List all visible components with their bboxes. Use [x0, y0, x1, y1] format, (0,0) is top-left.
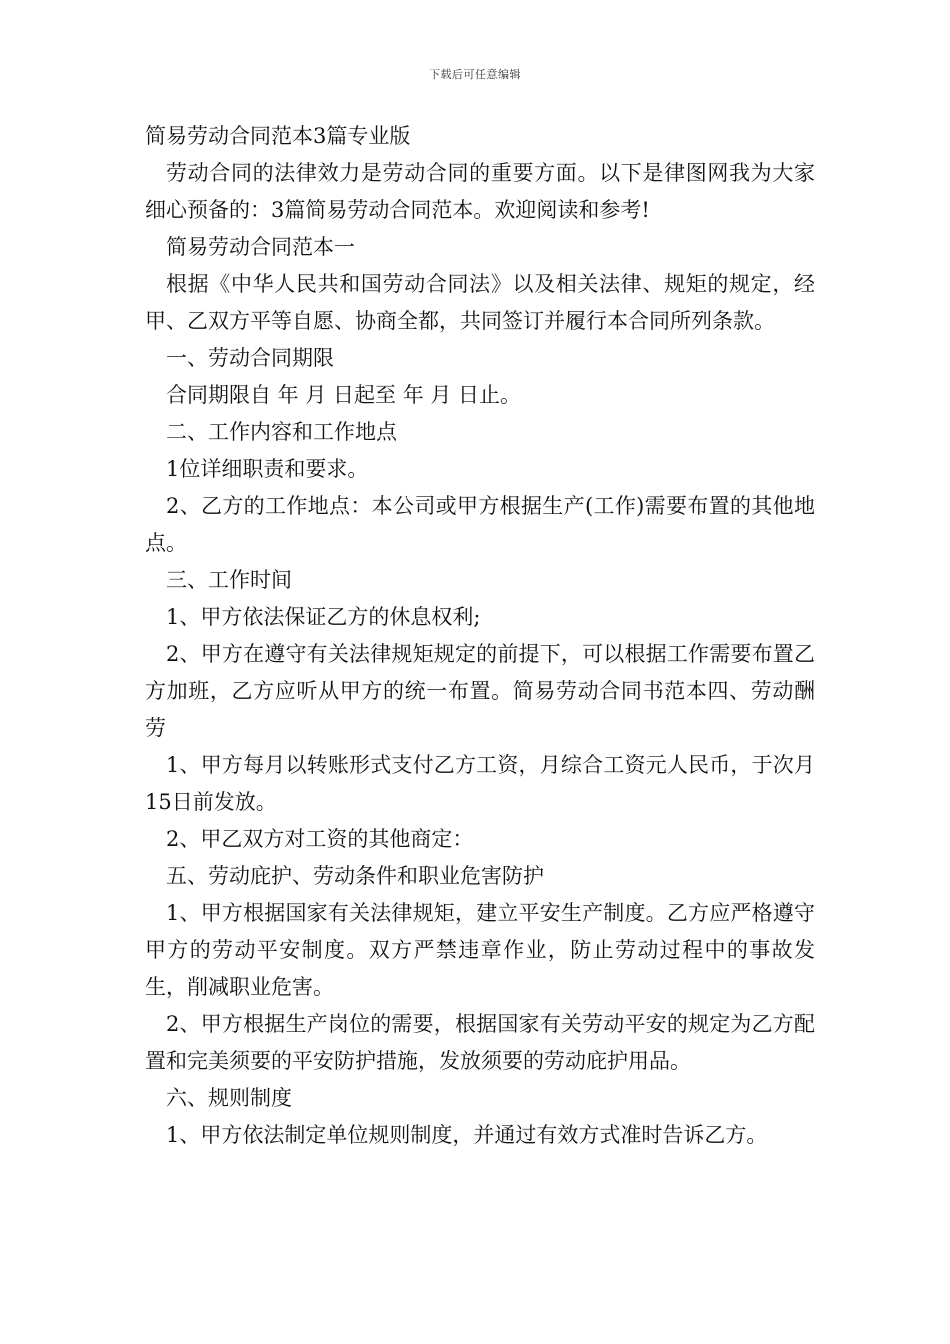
clause-heading-contract-term: 一、劳动合同期限	[166, 346, 334, 370]
clause-heading-rules: 六、规则制度	[166, 1086, 292, 1110]
clause-heading-work-content: 二、工作内容和工作地点	[166, 420, 397, 444]
intro-paragraph: 劳动合同的法律效力是劳动合同的重要方面。以下是律图网我为大家细心预备的：3篇简易劳动合同范本。欢迎阅读和参考!	[145, 161, 815, 222]
clause-rules-notice: 1、甲方依法制定单位规则制度，并通过有效方式准时告诉乙方。	[166, 1123, 768, 1147]
clause-work-location: 2、乙方的工作地点：本公司或甲方根据生产(工作)需要布置的其他地点。	[145, 494, 815, 555]
clause-overtime: 2、甲方在遵守有关法律规矩规定的前提下，可以根据工作需要布置乙方加班，乙方应听从甲方的统一布置。简易劳动合同书范本四、劳动酬劳	[145, 642, 815, 740]
clause-heading-labor-protection: 五、劳动庇护、劳动条件和职业危害防护	[166, 864, 544, 888]
page-header-note: 下载后可任意编辑	[429, 68, 521, 81]
document-body	[145, 118, 815, 1154]
clause-safety-system: 1、甲方根据国家有关法律规矩，建立平安生产制度。乙方应严格遵守甲方的劳动平安制度。双方严禁违章作业，防止劳动过程中的事故发生，削减职业危害。	[145, 901, 815, 999]
clause-work-duties: 1位详细职责和要求。	[166, 457, 369, 481]
clause-salary-payment: 1、甲方每月以转账形式支付乙方工资，月综合工资元人民币，于次月15日前发放。	[145, 753, 815, 814]
clause-salary-other: 2、甲乙双方对工资的其他商定：	[166, 827, 474, 851]
preamble-paragraph: 根据《中华人民共和国劳动合同法》以及相关法律、规矩的规定，经甲、乙双方平等自愿、协商全都，共同签订并履行本合同所列条款。	[145, 272, 815, 333]
clause-rest-rights: 1、甲方依法保证乙方的休息权利;	[166, 605, 481, 629]
document-title: 简易劳动合同范本3篇专业版	[145, 124, 411, 148]
clause-heading-work-hours: 三、工作时间	[166, 568, 292, 592]
clause-protective-measures: 2、甲方根据生产岗位的需要，根据国家有关劳动平安的规定为乙方配置和完美须要的平安防护措施，发放须要的劳动庇护用品。	[145, 1012, 815, 1073]
clause-contract-term: 合同期限自 年 月 日起至 年 月 日止。	[166, 383, 522, 407]
section-heading-template-one: 简易劳动合同范本一	[166, 235, 355, 259]
